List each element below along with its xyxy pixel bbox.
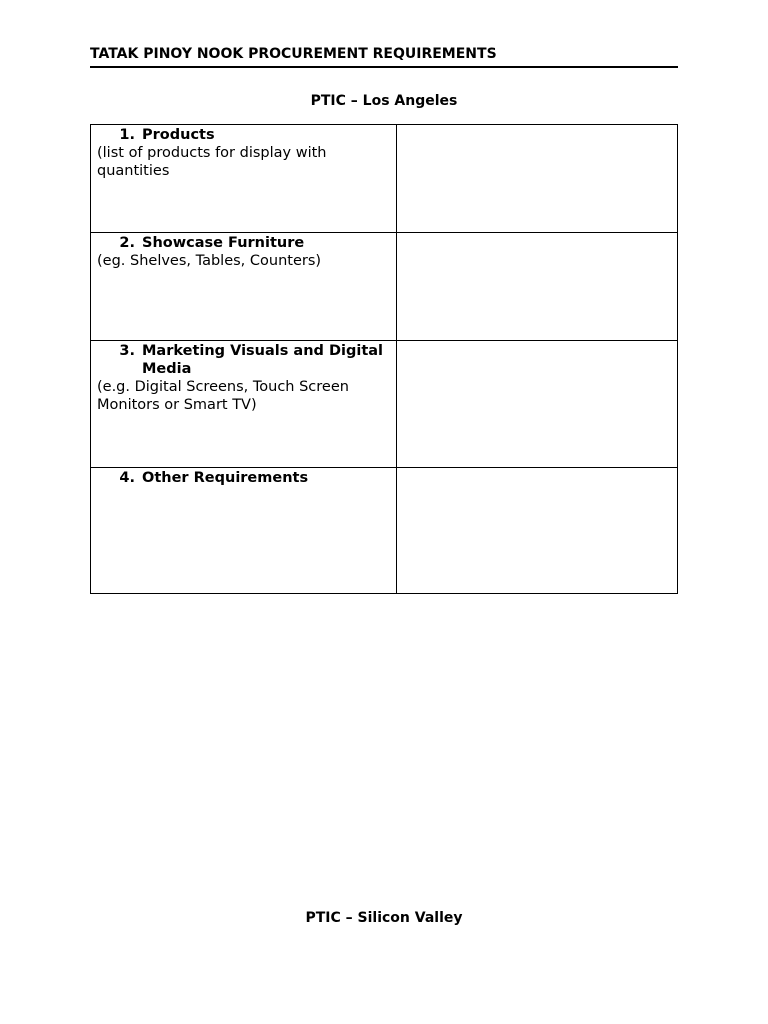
requirement-title: Showcase Furniture: [142, 235, 305, 251]
requirement-label-cell: [91, 125, 397, 233]
requirement-title: Products: [142, 127, 215, 143]
requirement-label-cell: [91, 233, 397, 341]
requirement-number: 2.: [119, 235, 135, 251]
section-title-silicon-valley: PTIC – Silicon Valley: [305, 910, 463, 926]
requirement-number: 3.: [119, 343, 135, 359]
requirements-table: [90, 124, 678, 594]
requirement-label-cell: [91, 468, 397, 594]
document-header: TATAK PINOY NOOK PROCUREMENT REQUIREMENTS: [90, 45, 678, 68]
requirement-entry-cell[interactable]: [397, 468, 678, 594]
requirement-entry-cell[interactable]: [397, 233, 678, 341]
table-row: [91, 468, 678, 594]
table-row: [91, 125, 678, 233]
table-row: [91, 341, 678, 468]
requirement-number: 4.: [119, 470, 135, 486]
table-row: [91, 233, 678, 341]
requirement-title: Marketing Visuals and Digital Media: [142, 343, 384, 377]
requirement-description: (e.g. Digital Screens, Touch Screen Monitors or Smart TV): [97, 379, 349, 413]
requirement-entry-cell[interactable]: [397, 341, 678, 468]
section-title-los-angeles: PTIC – Los Angeles: [310, 93, 458, 109]
requirement-description: (list of products for display with quantities: [97, 145, 327, 179]
requirement-number: 1.: [119, 127, 135, 143]
requirement-description: (eg. Shelves, Tables, Counters): [97, 253, 322, 269]
requirement-entry-cell[interactable]: [397, 125, 678, 233]
requirement-title: Other Requirements: [142, 470, 309, 486]
requirement-label-cell: [91, 341, 397, 468]
